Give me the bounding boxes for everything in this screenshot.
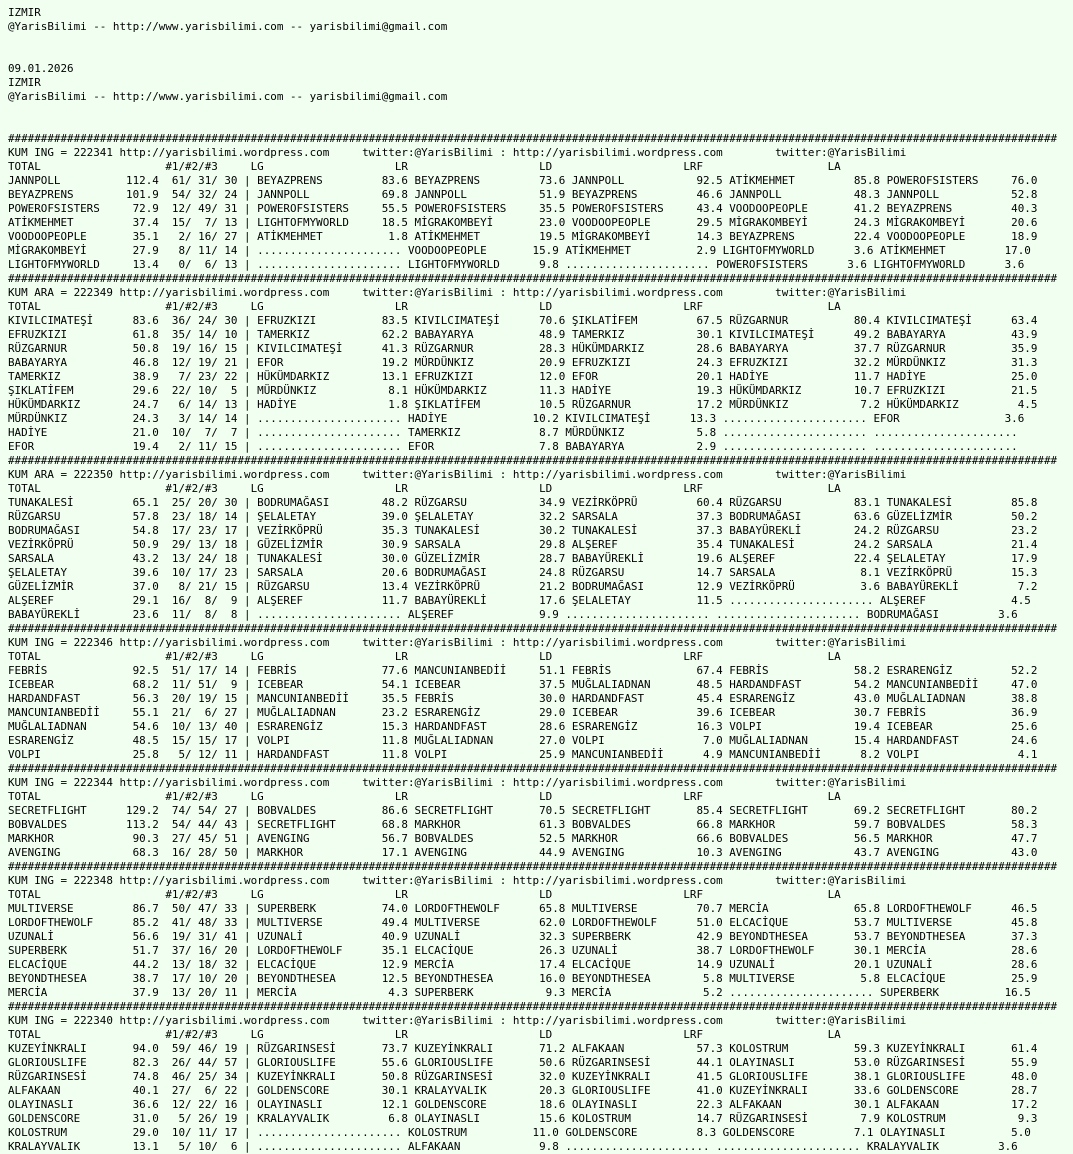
kum-ing-222340-race-row: KUZEYİNKRALI 94.0 59/ 46/ 19 | RÜZGARINSESİ 73.7 KUZEYİNKRALI 71.2 ALFAKAAN 57.3 KOLOSTRUM 59.3 KUZEYİNKRALI 61.4 xyxy=(8,1042,1038,1055)
kum-ara-222350-race-row: SARSALA 43.2 13/ 24/ 18 | TUNAKALESİ 30.0 GÜZELİZMİR 28.7 BABAYÜREKLİ 19.6 ALŞEREF 22.4 ŞELALETAY 17.9 xyxy=(8,552,1038,565)
kum-ara-222349-race-row: EFOR 19.4 2/ 11/ 15 | ...................... EFOR 7.8 BABAYARYA 2.9 ...................... ...................... xyxy=(8,440,1018,453)
kum-ing-222348-column-header: TOTAL #1/#2/#3 LG LR LD LRF LA xyxy=(8,888,841,901)
kum-ing-222341-race-title: KUM ING = 222341 http://yarisbilimi.wordpress.com twitter:@YarisBilimi : http://yarisbilimi.wordpress.com twitter:@YarisBilimi xyxy=(8,146,907,159)
header-line: IZMIR xyxy=(8,76,41,89)
kum-ara-222350-separator-line: ################################################################################################################################################################ xyxy=(8,454,1058,467)
kum-ing-222344-column-header: TOTAL #1/#2/#3 LG LR LD LRF LA xyxy=(8,790,841,803)
kum-ing-222344-separator-line: ################################################################################################################################################################ xyxy=(8,762,1058,775)
kum-ara-222350-race-row: ŞELALETAY 39.6 10/ 17/ 23 | SARSALA 20.6 BODRUMAĞASI 24.8 RÜZGARSU 14.7 SARSALA 8.1 VEZİRKÖPRÜ 15.3 xyxy=(8,566,1038,579)
kum-ing-222340-race-row: OLAYINASLI 36.6 12/ 22/ 16 | OLAYINASLI 12.1 GOLDENSCORE 18.6 OLAYINASLI 22.3 ALFAKAAN 30.1 ALFAKAAN 17.2 xyxy=(8,1098,1038,1111)
kum-ing-222344-race-row: BOBVALDES 113.2 54/ 44/ 43 | SECRETFLIGHT 68.8 MARKHOR 61.3 BOBVALDES 66.8 MARKHOR 59.7 BOBVALDES 58.3 xyxy=(8,818,1038,831)
kum-ing-222340-race-row: GLORIOUSLIFE 82.3 26/ 44/ 57 | GLORIOUSLIFE 55.6 GLORIOUSLIFE 50.6 RÜZGARINSESİ 44.1 OLAYINASLI 53.0 RÜZGARINSESİ 55.9 xyxy=(8,1056,1038,1069)
kum-ing-222344-race-row: MARKHOR 90.3 27/ 45/ 51 | AVENGING 56.7 BOBVALDES 52.5 MARKHOR 66.6 BOBVALDES 56.5 MARKHOR 47.7 xyxy=(8,832,1038,845)
header-line xyxy=(8,48,1073,62)
kum-ing-222348-race-row: ELCACİQUE 44.2 13/ 18/ 32 | ELCACİQUE 12.9 MERCİA 17.4 ELCACİQUE 14.9 UZUNALİ 20.1 UZUNALİ 28.6 xyxy=(8,958,1038,971)
kum-ara-222349-separator-line: ################################################################################################################################################################ xyxy=(8,272,1058,285)
kum-ing-222344-race-row: SECRETFLIGHT 129.2 74/ 54/ 27 | BOBVALDES 86.6 SECRETFLIGHT 70.5 SECRETFLIGHT 85.4 SECRETFLIGHT 69.2 SECRETFLIGHT 80.2 xyxy=(8,804,1038,817)
kum-ara-222349-race-title: KUM ARA = 222349 http://yarisbilimi.wordpress.com twitter:@YarisBilimi : http://yarisbilimi.wordpress.com twitter:@YarisBilimi xyxy=(8,286,907,299)
kum-ing-222348-race-row: UZUNALİ 56.6 19/ 31/ 41 | UZUNALİ 40.9 UZUNALİ 32.3 SUPERBERK 42.9 BEYONDTHESEA 53.7 BEYONDTHESEA 37.3 xyxy=(8,930,1038,943)
kum-ing-222340-race-row: GOLDENSCORE 31.0 5/ 26/ 19 | KRALAYVALIK 6.8 OLAYINASLI 15.6 KOLOSTRUM 14.7 RÜZGARINSESİ 7.9 KOLOSTRUM 9.3 xyxy=(8,1112,1038,1125)
kum-ara-222350-column-header: TOTAL #1/#2/#3 LG LR LD LRF LA xyxy=(8,482,841,495)
kum-ara-222349-race-row: BABAYARYA 46.8 12/ 19/ 21 | EFOR 19.2 MÜRDÜNKIZ 20.9 EFRUZKIZI 24.3 EFRUZKIZI 32.2 MÜRDÜNKIZ 31.3 xyxy=(8,356,1038,369)
kum-ing-222341-column-header: TOTAL #1/#2/#3 LG LR LD LRF LA xyxy=(8,160,841,173)
kum-ara-222349-race-row: EFRUZKIZI 61.8 35/ 14/ 10 | TAMERKIZ 62.2 BABAYARYA 48.9 TAMERKIZ 30.1 KIVILCIMATEŞİ 49.2 BABAYARYA 43.9 xyxy=(8,328,1038,341)
kum-ing-222346-race-row: MANCUNIANBEDİİ 55.1 21/ 6/ 27 | MUĞLALIADNAN 23.2 ESRARENGİZ 29.0 ICEBEAR 39.6 ICEBEAR 30.7 FEBRİS 36.9 xyxy=(8,706,1038,719)
header-line xyxy=(8,104,1073,118)
kum-ara-222349-race-row: ŞIKLATİFEM 29.6 22/ 10/ 5 | MÜRDÜNKIZ 8.1 HÜKÜMDARKIZ 11.3 HADİYE 19.3 HÜKÜMDARKIZ 10.7 EFRUZKIZI 21.5 xyxy=(8,384,1038,397)
kum-ing-222341-race-row: POWEROFSISTERS 72.9 12/ 49/ 31 | POWEROFSISTERS 55.5 POWEROFSISTERS 35.5 POWEROFSISTERS 43.4 VOODOOPEOPLE 41.2 BEYAZPRENS 40.3 xyxy=(8,202,1038,215)
kum-ing-222348-race-row: BEYONDTHESEA 38.7 17/ 10/ 20 | BEYONDTHESEA 12.5 BEYONDTHESEA 16.0 BEYONDTHESEA 5.8 MULTIVERSE 5.8 ELCACİQUE 25.9 xyxy=(8,972,1038,985)
header-line: @YarisBilimi -- http://www.yarisbilimi.com -- yarisbilimi@gmail.com xyxy=(8,20,448,33)
kum-ing-222348-race-row: SUPERBERK 51.7 37/ 16/ 20 | LORDOFTHEWOLF 35.1 ELCACİQUE 26.3 UZUNALİ 38.7 LORDOFTHEWOLF 30.1 MERCİA 28.6 xyxy=(8,944,1038,957)
kum-ara-222350-race-row: TUNAKALESİ 65.1 25/ 20/ 30 | BODRUMAĞASI 48.2 RÜZGARSU 34.9 VEZİRKÖPRÜ 60.4 RÜZGARSU 83.1 TUNAKALESİ 85.8 xyxy=(8,496,1038,509)
kum-ing-222340-race-row: RÜZGARINSESİ 74.8 46/ 25/ 34 | KUZEYİNKRALI 50.8 RÜZGARINSESİ 32.0 KUZEYİNKRALI 41.5 GLORIOUSLIFE 38.1 GLORIOUSLIFE 48.0 xyxy=(8,1070,1038,1083)
kum-ing-222348-separator-line: ################################################################################################################################################################ xyxy=(8,860,1058,873)
kum-ing-222341-race-row: ATİKMEHMET 37.4 15/ 7/ 13 | LIGHTOFMYWORLD 18.5 MİGRAKOMBEYİ 23.0 VOODOOPEOPLE 29.5 MİGRAKOMBEYİ 24.3 MİGRAKOMBEYİ 20.6 xyxy=(8,216,1038,229)
kum-ara-222350-race-row: RÜZGARSU 57.8 23/ 18/ 14 | ŞELALETAY 39.0 ŞELALETAY 32.2 SARSALA 37.3 BODRUMAĞASI 63.6 GÜZELİZMİR 50.2 xyxy=(8,510,1038,523)
kum-ing-222341-race-row: BEYAZPRENS 101.9 54/ 32/ 24 | JANNPOLL 69.8 JANNPOLL 51.9 BEYAZPRENS 46.6 JANNPOLL 48.3 JANNPOLL 52.8 xyxy=(8,188,1038,201)
kum-ing-222340-column-header: TOTAL #1/#2/#3 LG LR LD LRF LA xyxy=(8,1028,841,1041)
kum-ing-222341-race-row: MİGRAKOMBEYİ 27.9 8/ 11/ 14 | ...................... VOODOOPEOPLE 15.9 ATİKMEHMET 2.9 LIGHTOFMYWORLD 3.6 ATİKMEHMET 17.0 xyxy=(8,244,1031,257)
kum-ing-222348-race-row: MERCİA 37.9 13/ 20/ 11 | MERCİA 4.3 SUPERBERK 9.3 MERCİA 5.2 ...................... SUPERBERK 16.5 xyxy=(8,986,1031,999)
kum-ara-222350-race-title: KUM ARA = 222350 http://yarisbilimi.wordpress.com twitter:@YarisBilimi : http://yarisbilimi.wordpress.com twitter:@YarisBilimi xyxy=(8,468,907,481)
kum-ing-222348-race-row: LORDOFTHEWOLF 85.2 41/ 48/ 33 | MULTIVERSE 49.4 MULTIVERSE 62.0 LORDOFTHEWOLF 51.0 ELCACİQUE 53.7 MULTIVERSE 45.8 xyxy=(8,916,1038,929)
kum-ing-222346-race-row: ICEBEAR 68.2 11/ 51/ 9 | ICEBEAR 54.1 ICEBEAR 37.5 MUĞLALIADNAN 48.5 HARDANDFAST 54.2 MANCUNIANBEDİİ 47.0 xyxy=(8,678,1038,691)
kum-ing-222346-race-row: MUĞLALIADNAN 54.6 10/ 13/ 40 | ESRARENGİZ 15.3 HARDANDFAST 28.6 ESRARENGİZ 16.3 VOLPI 19.4 ICEBEAR 25.6 xyxy=(8,720,1038,733)
kum-ing-222340-race-title: KUM ING = 222340 http://yarisbilimi.wordpress.com twitter:@YarisBilimi : http://yarisbilimi.wordpress.com twitter:@YarisBilimi xyxy=(8,1014,907,1027)
kum-ing-222346-race-row: VOLPI 25.8 5/ 12/ 11 | HARDANDFAST 11.8 VOLPI 25.9 MANCUNIANBEDİİ 4.9 MANCUNIANBEDİİ 8.2 VOLPI 4.1 xyxy=(8,748,1038,761)
kum-ing-222340-separator-line: ################################################################################################################################################################ xyxy=(8,1000,1058,1013)
kum-ara-222350-race-row: VEZİRKÖPRÜ 50.9 29/ 13/ 18 | GÜZELİZMİR 30.9 SARSALA 29.8 ALŞEREF 35.4 TUNAKALESİ 24.2 SARSALA 21.4 xyxy=(8,538,1038,551)
kum-ara-222350-race-row: GÜZELİZMİR 37.0 8/ 21/ 15 | RÜZGARSU 13.4 VEZİRKÖPRÜ 21.2 BODRUMAĞASI 12.9 VEZİRKÖPRÜ 3.6 BABAYÜREKLİ 7.2 xyxy=(8,580,1038,593)
kum-ara-222350-race-row: BABAYÜREKLİ 23.6 11/ 8/ 8 | ...................... ALŞEREF 9.9 ...................... ...................... BODRUMAĞASI 3.6 xyxy=(8,608,1018,621)
kum-ara-222349-race-row: TAMERKIZ 38.9 7/ 23/ 22 | HÜKÜMDARKIZ 13.1 EFRUZKIZI 12.0 EFOR 20.1 HADİYE 11.7 HADİYE 25.0 xyxy=(8,370,1038,383)
header-line: 09.01.2026 xyxy=(8,62,74,75)
kum-ing-222341-race-row: LIGHTOFMYWORLD 13.4 0/ 6/ 13 | ...................... LIGHTOFMYWORLD 9.8 ...................... POWEROFSISTERS 3.6 LIGHTOFMYWORLD 3.6 xyxy=(8,258,1025,271)
header-line xyxy=(8,34,1073,48)
kum-ing-222346-race-title: KUM ING = 222346 http://yarisbilimi.wordpress.com twitter:@YarisBilimi : http://yarisbilimi.wordpress.com twitter:@YarisBilimi xyxy=(8,636,907,649)
kum-ara-222349-race-row: KIVILCIMATEŞİ 83.6 36/ 24/ 30 | EFRUZKIZI 83.5 KIVILCIMATEŞİ 70.6 ŞIKLATİFEM 67.5 RÜZGARNUR 80.4 KIVILCIMATEŞİ 63.4 xyxy=(8,314,1038,327)
kum-ing-222340-race-row: ALFAKAAN 40.1 27/ 6/ 22 | GOLDENSCORE 30.1 KRALAYVALIK 20.3 GLORIOUSLIFE 41.0 KUZEYİNKRALI 33.6 GOLDENSCORE 28.7 xyxy=(8,1084,1038,1097)
kum-ing-222341-race-row: JANNPOLL 112.4 61/ 31/ 30 | BEYAZPRENS 83.6 BEYAZPRENS 73.6 JANNPOLL 92.5 ATİKMEHMET 85.8 POWEROFSISTERS 76.0 xyxy=(8,174,1038,187)
header-line xyxy=(8,118,1073,132)
kum-ing-222348-race-title: KUM ING = 222348 http://yarisbilimi.wordpress.com twitter:@YarisBilimi : http://yarisbilimi.wordpress.com twitter:@YarisBilimi xyxy=(8,874,907,887)
kum-ara-222349-race-row: HADİYE 21.0 10/ 7/ 7 | ...................... TAMERKIZ 8.7 MÜRDÜNKIZ 5.8 ...................... ...................... xyxy=(8,426,1018,439)
kum-ara-222349-column-header: TOTAL #1/#2/#3 LG LR LD LRF LA xyxy=(8,300,841,313)
kum-ing-222341-race-row: VOODOOPEOPLE 35.1 2/ 16/ 27 | ATİKMEHMET 1.8 ATİKMEHMET 19.5 MİGRAKOMBEYİ 14.3 BEYAZPRENS 22.4 VOODOOPEOPLE 18.9 xyxy=(8,230,1038,243)
kum-ing-222344-race-title: KUM ING = 222344 http://yarisbilimi.wordpress.com twitter:@YarisBilimi : http://yarisbilimi.wordpress.com twitter:@YarisBilimi xyxy=(8,776,907,789)
kum-ara-222350-race-row: BODRUMAĞASI 54.8 17/ 23/ 17 | VEZİRKÖPRÜ 35.3 TUNAKALESİ 30.2 TUNAKALESİ 37.3 BABAYÜREKLİ 24.2 RÜZGARSU 23.2 xyxy=(8,524,1038,537)
kum-ara-222349-race-row: RÜZGARNUR 50.8 19/ 16/ 15 | KIVILCIMATEŞİ 41.3 RÜZGARNUR 28.3 HÜKÜMDARKIZ 28.6 BABAYARYA 37.7 RÜZGARNUR 35.9 xyxy=(8,342,1038,355)
kum-ing-222346-race-row: ESRARENGİZ 48.5 15/ 15/ 17 | VOLPI 11.8 MUĞLALIADNAN 27.0 VOLPI 7.0 MUĞLALIADNAN 15.4 HARDANDFAST 24.6 xyxy=(8,734,1038,747)
kum-ing-222344-race-row: AVENGING 68.3 16/ 28/ 50 | MARKHOR 17.1 AVENGING 44.9 AVENGING 10.3 AVENGING 43.7 AVENGING 43.0 xyxy=(8,846,1038,859)
header-line: @YarisBilimi -- http://www.yarisbilimi.com -- yarisbilimi@gmail.com xyxy=(8,90,448,103)
kum-ara-222349-race-row: MÜRDÜNKIZ 24.3 3/ 14/ 14 | ...................... HADİYE 10.2 KIVILCIMATEŞİ 13.3 ...................... EFOR 3.6 xyxy=(8,412,1025,425)
kum-ing-222346-race-row: FEBRİS 92.5 51/ 17/ 14 | FEBRİS 77.6 MANCUNIANBEDİİ 51.1 FEBRİS 67.4 FEBRİS 58.2 ESRARENGİZ 52.2 xyxy=(8,664,1038,677)
kum-ing-222346-separator-line: ################################################################################################################################################################ xyxy=(8,622,1058,635)
kum-ing-222346-race-row: HARDANDFAST 56.3 20/ 19/ 15 | MANCUNIANBEDİİ 35.5 FEBRİS 30.0 HARDANDFAST 45.4 ESRARENGİZ 43.0 MUĞLALIADNAN 38.8 xyxy=(8,692,1038,705)
kum-ing-222348-race-row: MULTIVERSE 86.7 50/ 47/ 33 | SUPERBERK 74.0 LORDOFTHEWOLF 65.8 MULTIVERSE 70.7 MERCİA 65.8 LORDOFTHEWOLF 46.5 xyxy=(8,902,1038,915)
kum-ing-222340-race-row: KOLOSTRUM 29.0 10/ 11/ 17 | ...................... KOLOSTRUM 11.0 GOLDENSCORE 8.3 GOLDENSCORE 7.1 OLAYINASLI 5.0 xyxy=(8,1126,1031,1139)
kum-ara-222350-race-row: ALŞEREF 29.1 16/ 8/ 9 | ALŞEREF 11.7 BABAYÜREKLİ 17.6 ŞELALETAY 11.5 ...................... ALŞEREF 4.5 xyxy=(8,594,1031,607)
kum-ing-222340-race-row: KRALAYVALIK 13.1 5/ 10/ 6 | ...................... ALFAKAAN 9.8 ...................... ...................... KRALAYVALIK 3.6 xyxy=(8,1140,1018,1153)
kum-ing-222346-column-header: TOTAL #1/#2/#3 LG LR LD LRF LA xyxy=(8,650,841,663)
header-line: IZMIR xyxy=(8,6,41,19)
kum-ing-222341-separator-line: ################################################################################################################################################################ xyxy=(8,132,1058,145)
kum-ara-222349-race-row: HÜKÜMDARKIZ 24.7 6/ 14/ 13 | HADİYE 1.8 ŞIKLATİFEM 10.5 RÜZGARNUR 17.2 MÜRDÜNKIZ 7.2 HÜKÜMDARKIZ 4.5 xyxy=(8,398,1038,411)
